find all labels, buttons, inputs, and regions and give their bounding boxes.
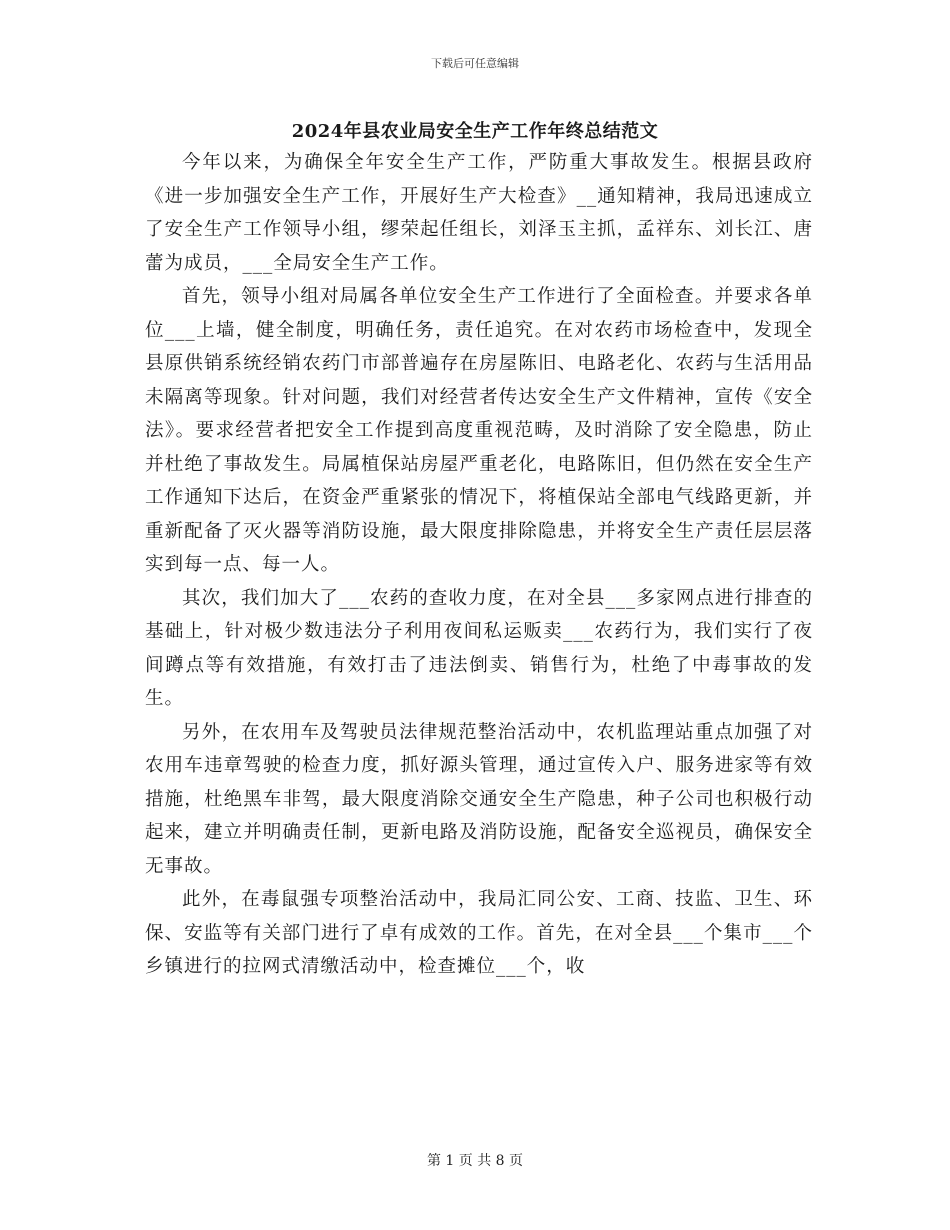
paragraph-intro: 今年以来，为确保全年安全生产工作，严防重大事故发生。根据县政府《进一步加强安全生产工作，开展好生产大检查》__通知精神，我局迅速成立了安全生产工作领导小组，缪荣起任组长，刘泽玉主抓，孟祥东、刘长江、唐蕾为成员，___全局安全生产工作。 [145, 152, 813, 274]
document-title: 2024年县农业局安全生产工作年终总结范文 [291, 121, 659, 142]
page-number: 第 1 页 共 8 页 [426, 1153, 524, 1169]
paragraph-inspection: 首先，领导小组对局属各单位安全生产工作进行了全面检查。并要求各单位___上墙，健全制度，明确任务，责任追究。在对农药市场检查中，发现全县原供销系统经销农药门市部普遍存在房屋陈旧、电路老化、农药与生活用品未隔离等现象。针对问题，我们对经营者传达安全生产文件精神，宣传《安全法》。要求经营者把安全工作提到高度重视范畴，及时消除了安全隐患，防止并杜绝了事故发生。局属植保站房屋严重老化，电路陈旧，但仍然在安全生产工作通知下达后，在资金严重紧张的情况下，将植保站全部电气线路更新，并重新配备了灭火器等消防设施，最大限度排除隐患，并将安全生产责任层层落实到每一点、每一人。 [145, 286, 813, 575]
document-body [145, 146, 813, 984]
paragraph-vehicles: 另外，在农用车及驾驶员法律规范整治活动中，农机监理站重点加强了对农用车违章驾驶的检查力度，抓好源头管理，通过宣传入户、服务进家等有效措施，杜绝黑车非驾，最大限度消除交通安全生产隐患，种子公司也积极行动起来，建立并明确责任制，更新电路及消防设施，配备安全巡视员，确保安全无事故。 [145, 721, 813, 877]
paragraph-pesticide: 其次，我们加大了___农药的查收力度，在对全县___多家网点进行排查的基础上，针对极少数违法分子利用夜间私运贩卖___农药行为，我们实行了夜间蹲点等有效措施，有效打击了违法倒卖、销售行为，杜绝了中毒事故的发生。 [145, 587, 813, 709]
paragraph-rodenticide: 此外，在毒鼠强专项整治活动中，我局汇同公安、工商、技监、卫生、环保、安监等有关部门进行了卓有成效的工作。首先，在对全县___个集市___个乡镇进行的拉网式清缴活动中，检查摊位___个，收 [145, 889, 813, 977]
page-header-note: 下载后可任意编辑 [431, 57, 519, 70]
